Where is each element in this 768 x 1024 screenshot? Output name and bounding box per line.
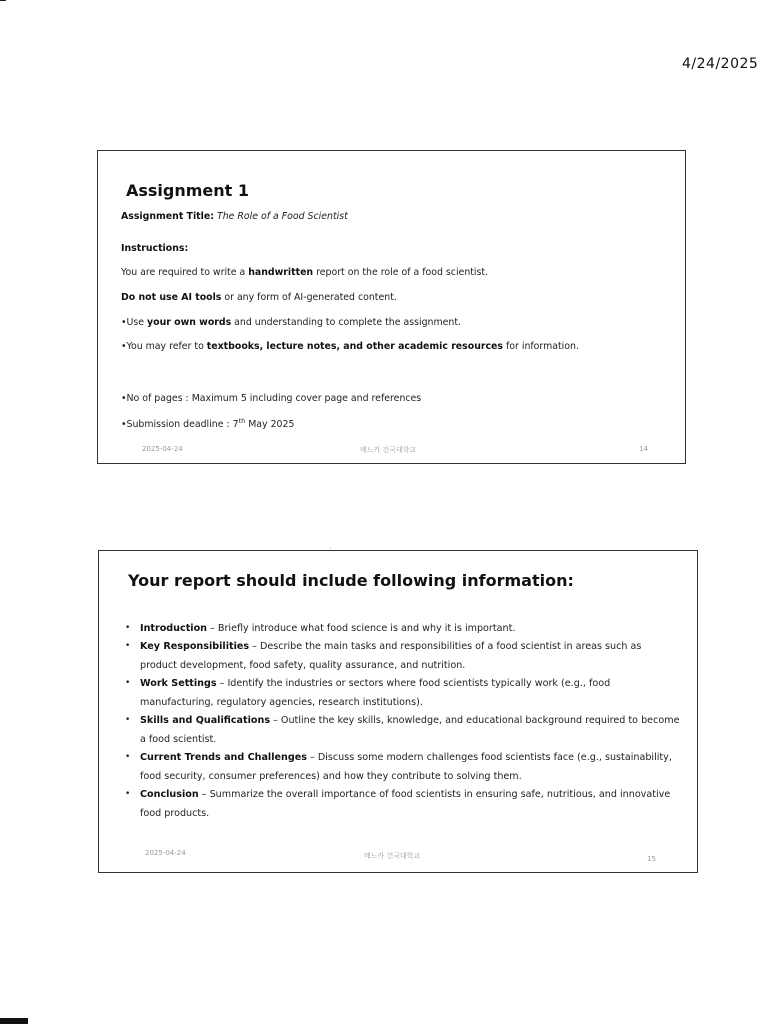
list-item: • Work Settings – Identify the industries or sectors where food scientists typically work (e.g., food manufacturing, regulatory agencies, research institutions). (121, 674, 681, 712)
instructions-label: Instructions: (121, 243, 189, 254)
instruction-line-no-ai: Do not use AI tools or any form of AI-generated content. (121, 292, 397, 303)
slide-footer-page-number: 15 (647, 855, 656, 863)
scan-edge-mark (0, 1018, 28, 1024)
assignment-title-value: The Role of a Food Scientist (216, 211, 348, 222)
pages-limit-line: •No of pages : Maximum 5 including cover page and references (121, 393, 422, 404)
assignment-heading: Assignment 1 (126, 181, 250, 200)
bullet-icon: • (125, 715, 131, 725)
page-date: 4/24/2025 (682, 56, 759, 72)
bullet-icon: • (125, 678, 131, 688)
assignment-title-line: Assignment Title: The Role of a Food Scientist (121, 211, 348, 222)
assignment-title-label: Assignment Title (121, 211, 211, 222)
instruction-line-handwritten: You are required to write a handwritten report on the role of a food scientist. (121, 267, 489, 278)
instruction-line-own-words: •Use your own words and understanding to complete the assignment. (121, 317, 461, 328)
bullet-icon: • (125, 752, 131, 762)
bullet-icon: • (125, 641, 131, 651)
bullet-icon: • (125, 789, 131, 799)
bullet-icon: • (125, 623, 131, 633)
requirements-list (121, 619, 681, 822)
list-item: • Key Responsibilities – Describe the main tasks and responsibilities of a food scientist in areas such as product development, food safety, quality assurance, and nutrition. (121, 637, 681, 675)
slide-footer-page-number: 14 (639, 445, 648, 453)
slide-footer-institution: 메느카 건국대학교 (360, 446, 417, 454)
scan-edge-mark (0, 0, 6, 1)
slide-footer-date: 2025-04-24 (145, 849, 186, 857)
list-item: • Skills and Qualifications – Outline the key skills, knowledge, and educational background required to become a food scientist. (121, 711, 681, 749)
list-item: • Introduction – Briefly introduce what food science is and why it is important. (121, 619, 681, 638)
slide-assignment (97, 150, 686, 464)
slide-footer-institution: 메느카 건국대학교 (364, 852, 421, 860)
scan-speck (330, 548, 331, 549)
deadline-line: •Submission deadline : 7th May 2025 (121, 417, 295, 431)
list-item: • Current Trends and Challenges – Discuss some modern challenges food scientists face (e.g., sustainability, food security, consumer preferences) and how they contribute to solving them. (121, 748, 681, 786)
list-item: • Conclusion – Summarize the overall importance of food scientists in ensuring safe, nutritious, and innovative food products. (121, 785, 681, 823)
report-requirements-heading: Your report should include following information: (128, 571, 574, 590)
slide-footer-date: 2025-04-24 (142, 445, 183, 453)
slide-report-requirements (98, 550, 698, 873)
instruction-line-resources: •You may refer to textbooks, lecture notes, and other academic resources for information. (121, 341, 579, 352)
